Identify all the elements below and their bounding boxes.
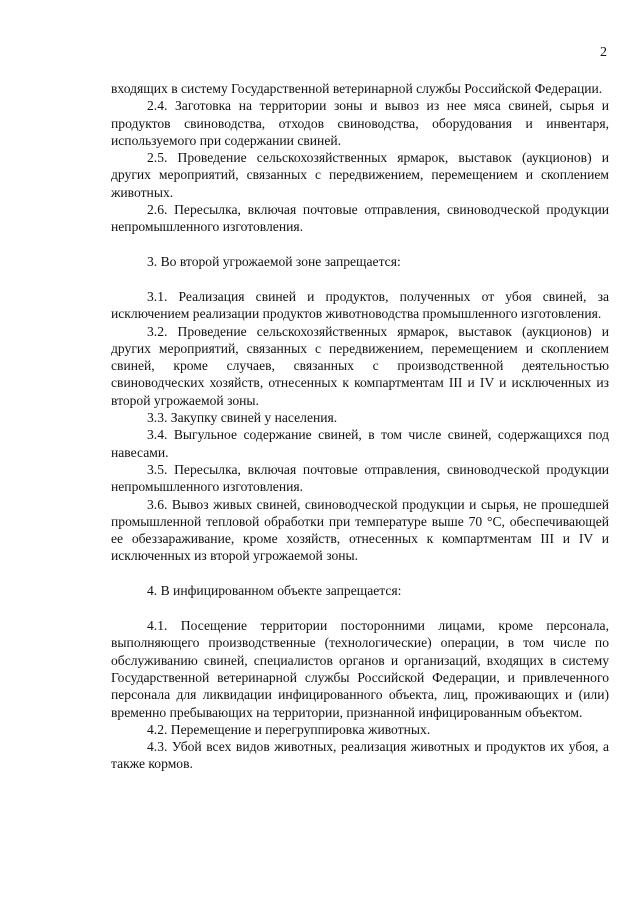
document-body bbox=[111, 80, 609, 773]
paragraph-4-2: 4.2. Перемещение и перегруппировка животных. bbox=[147, 721, 431, 737]
paragraph-3-5: 3.5. Пересылка, включая почтовые отправления, свиноводческой продукции непромышленного изготовления. bbox=[111, 461, 609, 495]
section-3-heading: 3. Во второй угрожаемой зоне запрещается: bbox=[147, 253, 401, 269]
page-number: 2 bbox=[600, 45, 607, 60]
paragraph-4-1: 4.1. Посещение территории посторонними лицами, кроме персонала, выполняющего производственные (технологические) операции, в том числе по обслуживанию свиней, специалистов органов и организаций, входящих в систему Государственной ветеринарной службы Российской Федерации, и привлеченного персонала для ликвидации инфицированного объекта, лиц, проживающих и (или) временно пребывающих на территории, признанной инфицированным объектом. bbox=[111, 618, 609, 720]
paragraph-3-1: 3.1. Реализация свиней и продуктов, полученных от убоя свиней, за исключением реализации продуктов животноводства промышленного изготовления. bbox=[111, 288, 609, 322]
paragraph-3-4: 3.4. Выгульное содержание свиней, в том числе свиней, содержащихся под навесами. bbox=[111, 427, 609, 460]
paragraph-3-2: 3.2. Проведение сельскохозяйственных ярмарок, выставок (аукционов) и других мероприятий, связанных с передвижением, перемещением и скоплением свиней, кроме случаев, связанных с производственной деятельностью свиноводческих хозяйств, отнесенных к компартментам III и IV и исключенных из второй угрожаемой зоны. bbox=[111, 323, 609, 408]
paragraph-2-4: 2.4. Заготовка на территории зоны и вывоз из нее мяса свиней, сырья и продуктов свиноводства, отходов свиноводства, оборудования и инвентаря, используемого при содержании свиней. bbox=[111, 98, 609, 148]
section-4-heading: 4. В инфицированном объекте запрещается: bbox=[147, 582, 402, 598]
paragraph-4-3: 4.3. Убой всех видов животных, реализация животных и продуктов их убоя, а также кормов. bbox=[111, 739, 609, 772]
paragraph-2-5: 2.5. Проведение сельскохозяйственных ярмарок, выставок (аукционов) и других мероприятий, связанных с передвижением, перемещением и скоплением животных. bbox=[111, 150, 609, 200]
paragraph-3-6: 3.6. Вывоз живых свиней, свиноводческой продукции и сырья, не прошедшей промышленной тепловой обработки при температуре выше 70 °С, обеспечивающей ее обеззараживание, кроме хозяйств, отнесенных к компартментам III и IV и исключенных из второй угрожаемой зоны. bbox=[111, 496, 609, 564]
paragraph-2-6: 2.6. Пересылка, включая почтовые отправления, свиноводческой продукции непромышленного изготовления. bbox=[111, 202, 609, 235]
paragraph-3-3: 3.3. Закупку свиней у населения. bbox=[147, 410, 338, 426]
paragraph-continuation: входящих в систему Государственной ветеринарной службы Российской Федерации. bbox=[111, 81, 603, 96]
